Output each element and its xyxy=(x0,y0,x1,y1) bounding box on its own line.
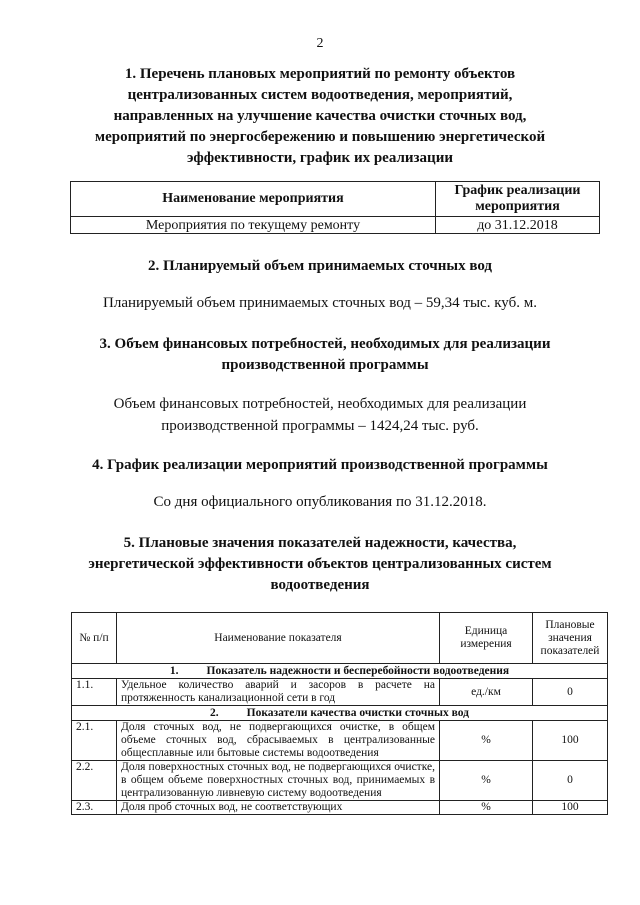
table-header-row xyxy=(72,613,608,664)
column-header-planned-value: Плановые значения показателей xyxy=(533,613,608,664)
row-number-cell: 2.1. xyxy=(72,721,117,761)
column-header-indicator: Наименование показателя xyxy=(117,613,440,664)
section-title: Показатель надежности и бесперебойности водоотведения xyxy=(206,664,510,677)
section-4-heading: 4. График реализации мероприятий производственной программы xyxy=(92,457,548,473)
section-number: 1. xyxy=(169,664,179,677)
section-5-heading-line: водоотведения xyxy=(270,577,370,593)
planned-value-cell: 0 xyxy=(533,761,608,801)
page-number: 2 xyxy=(316,36,324,51)
section-2-text: Планируемый объем принимаемых сточных вод – 59,34 тыс. куб. м. xyxy=(103,295,537,311)
row-number-cell: 2.2. xyxy=(72,761,117,801)
section-title-cell xyxy=(72,706,608,721)
indicator-name-cell: Доля проб сточных вод, не соответствующих xyxy=(117,801,440,815)
section-5-heading xyxy=(30,533,610,596)
table-row xyxy=(72,679,608,706)
table-row xyxy=(72,801,608,815)
section-5-heading-line: 5. Плановые значения показателей надежности, качества, xyxy=(123,535,517,551)
unit-cell: % xyxy=(440,801,533,815)
section-3-text-line: производственной программы – 1424,24 тыс. руб. xyxy=(161,418,479,434)
section-2-heading: 2. Планируемый объем принимаемых сточных вод xyxy=(147,258,493,274)
unit-cell: ед./км xyxy=(440,679,533,706)
section-1-heading xyxy=(40,64,600,169)
column-header-number: № п/п xyxy=(72,613,117,664)
table-row xyxy=(71,217,600,234)
indicator-name-cell: Удельное количество аварий и засоров в расчете на протяженность канализационной сети в год xyxy=(117,679,440,706)
planned-value-cell: 100 xyxy=(533,801,608,815)
column-header-unit: Единица измерения xyxy=(440,613,533,664)
section-3-heading-line: 3. Объем финансовых потребностей, необходимых для реализации xyxy=(99,336,551,352)
table-row xyxy=(72,761,608,801)
table-header-row xyxy=(71,182,600,217)
section-number: 2. xyxy=(210,706,219,719)
indicator-name-cell: Доля поверхностных сточных вод, не подвергающихся очистке, в общем объеме поверхностных сточных вод, принимаемых в централизованную ливневую систему водоотведения xyxy=(117,761,440,801)
section-1-heading-line: эффективности, график их реализации xyxy=(187,150,453,166)
unit-cell: % xyxy=(440,761,533,801)
row-number-cell: 2.3. xyxy=(72,801,117,815)
activity-date-cell: до 31.12.2018 xyxy=(436,217,600,234)
planned-value-cell: 100 xyxy=(533,721,608,761)
table-section-row xyxy=(72,664,608,679)
section-3-heading-line: производственной программы xyxy=(221,357,429,373)
section-3-heading xyxy=(40,334,610,376)
section-3-text-line: Объем финансовых потребностей, необходимых для реализации xyxy=(113,396,527,412)
section-4-text: Со дня официального опубликования по 31.12.2018. xyxy=(153,494,487,510)
row-number-cell: 1.1. xyxy=(72,679,117,706)
section-1-heading-line: мероприятий по энергосбережению и повышению энергетической xyxy=(94,129,546,145)
section-1-heading-line: 1. Перечень плановых мероприятий по ремонту объектов xyxy=(124,66,516,82)
column-header-activity: Наименование мероприятия xyxy=(71,182,436,217)
activities-table xyxy=(70,181,600,234)
section-1-heading-line: централизованных систем водоотведения, мероприятий, xyxy=(127,87,513,103)
unit-cell: % xyxy=(440,721,533,761)
activity-name-cell: Мероприятия по текущему ремонту xyxy=(71,217,436,234)
section-3-text xyxy=(40,393,600,437)
indicators-table xyxy=(71,612,608,815)
section-title-cell xyxy=(72,664,608,679)
planned-value-cell: 0 xyxy=(533,679,608,706)
table-row xyxy=(72,721,608,761)
section-title: Показатели качества очистки сточных вод xyxy=(246,706,469,719)
indicator-name-cell: Доля сточных вод, не подвергающихся очистке, в общем объеме сточных вод, сбрасываемых в централизованные общесплавные или бытовые системы водоотведения xyxy=(117,721,440,761)
section-1-heading-line: направленных на улучшение качества очистки сточных вод, xyxy=(113,108,527,124)
table-section-row xyxy=(72,706,608,721)
section-5-heading-line: энергетической эффективности объектов централизованных систем xyxy=(88,556,552,572)
column-header-schedule: График реализации мероприятия xyxy=(436,182,600,217)
